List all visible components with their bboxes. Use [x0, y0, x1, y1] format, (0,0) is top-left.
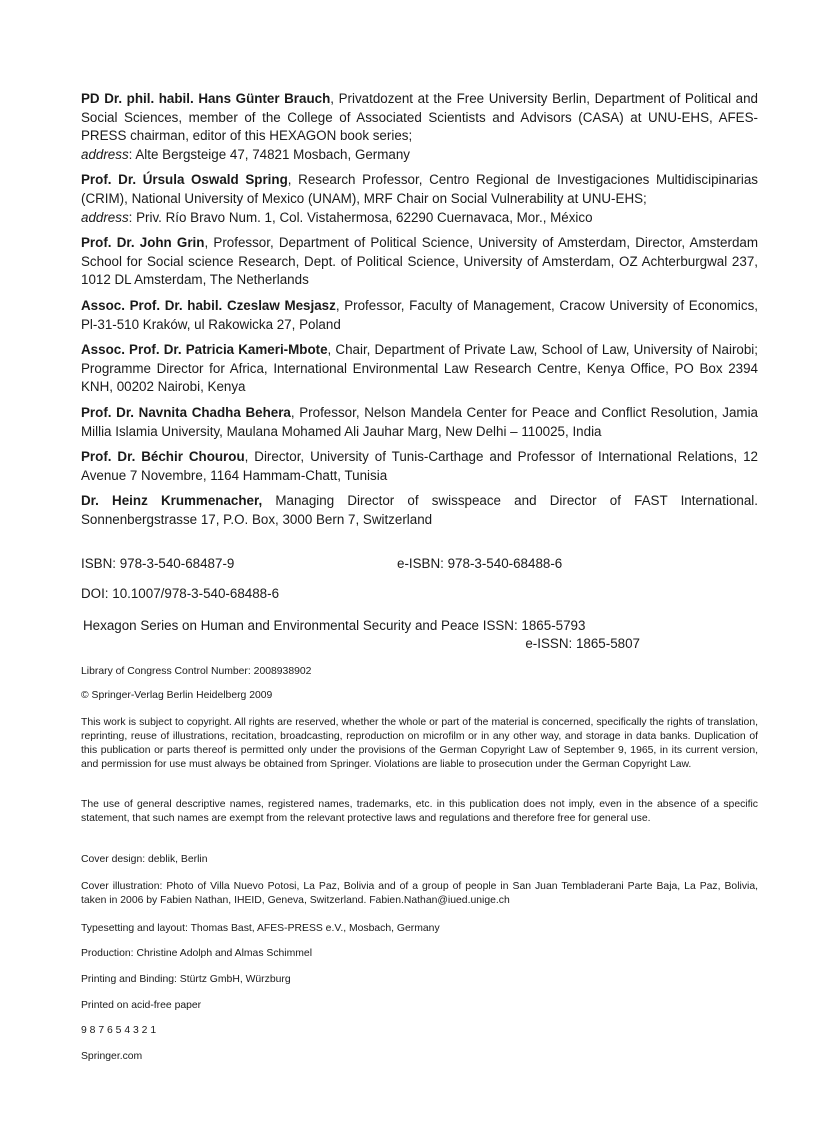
editor-name: Prof. Dr. John Grin — [81, 235, 205, 251]
copyright-page — [81, 90, 759, 1062]
editor-name: Dr. Heinz Krummenacher, — [81, 493, 263, 509]
rights-statement: This work is subject to copyright. All rights are reserved, whether the whole or part of the material is concerned, specifically the rights of translation, reprinting, reuse of illustrations, recitation, broadcasting, reproduction on microfilm or in any other way, and storage in data banks. Duplication of this publication or parts thereof is permitted only under the provisions of the German Copyright Law of September 9, 1965, in its current version, and permission for use must always be obtained from Springer. Violations are liable to prosecution under the German Copyright Law. — [81, 717, 758, 770]
printing-binding: Printing and Binding: Stürtz GmbH, Würzburg — [81, 974, 291, 985]
editor-entry — [81, 90, 758, 164]
editor-entry — [81, 404, 758, 441]
names-notice: The use of general descriptive names, registered names, trademarks, etc. in this publication does not imply, even in the absence of a specific statement, that such names are exempt from the relevant protective laws and regulations and therefore free for general use. — [81, 799, 758, 824]
editor-entry — [81, 171, 758, 227]
editor-entry — [81, 341, 758, 397]
isbn-row — [81, 555, 758, 573]
editor-name: Assoc. Prof. Dr. habil. Czeslaw Mesjasz — [81, 297, 336, 313]
series-issn: Hexagon Series on Human and Environmental Security and Peace ISSN: 1865-5793 — [83, 618, 586, 633]
editor-name: Prof. Dr. Úrsula Oswald Spring — [81, 172, 288, 188]
copyright-notice: © Springer-Verlag Berlin Heidelberg 2009 — [81, 690, 273, 701]
editor-address: : Alte Bergsteige 47, 74821 Mosbach, Germany — [128, 146, 411, 162]
editor-address: : Priv. Río Bravo Num. 1, Col. Vistahermosa, 62290 Cuernavaca, Mor., México — [128, 209, 593, 225]
isbn: ISBN: 978-3-540-68487-9 — [81, 556, 235, 571]
typesetting: Typesetting and layout: Thomas Bast, AFES-PRESS e.V., Mosbach, Germany — [81, 923, 440, 934]
cover-illustration: Cover illustration: Photo of Villa Nuevo Potosi, La Paz, Bolivia and of a group of people in San Juan Tembladerani Parte Baja, La Paz, Bolivia, taken in 2006 by Fabien Nathan, IHEID, Geneva, Switzerland. Fabien.Nathan@iued.unige.ch — [81, 881, 758, 906]
editor-entry — [81, 492, 758, 529]
print-line: 9 8 7 6 5 4 3 2 1 — [81, 1025, 157, 1036]
editor-affiliation: , Professor, Nelson Mandela Center for Peace and Conflict Resolution, Jamia Millia Islamia University, Maulana Mohamed Ali Jauhar Marg, New Delhi – 110025, India — [81, 404, 758, 439]
editor-entry — [81, 448, 758, 485]
editor-affiliation: , Research Professor, Centro Regional de Investigaciones Multidiscipinarias (CRIM), National University of Mexico (UNAM), MRF Chair on Social Vulnerability at UNU-EHS; — [81, 172, 758, 206]
website: Springer.com — [81, 1051, 143, 1062]
editor-name: Prof. Dr. Navnita Chadha Behera — [81, 404, 291, 420]
editor-affiliation: , Chair, Department of Private Law, School of Law, University of Nairobi; Programme Director for Africa, International Environmental Law Research Centre, Kenya Office, PO Box 2394 KNH, 00202 Nairobi, Kenya — [81, 342, 758, 395]
editor-affiliation: , Privatdozent at the Free University Berlin, Department of Political and Social Sciences, member of the College of Associated Scientists and Advisors (CASA) at UNU-EHS, AFES-PRESS chairman, editor of this HEXAGON book series; — [81, 91, 759, 144]
editor-affiliation: , Director, University of Tunis-Carthage and Professor of International Relations, 12 Avenue 7 Novembre, 1164 Hammam-Chatt, Tunisia — [81, 449, 758, 483]
editor-name: PD Dr. phil. habil. Hans Günter Brauch — [81, 91, 331, 106]
editor-name: Assoc. Prof. Dr. Patricia Kameri-Mbote — [81, 342, 328, 358]
address-label: address — [81, 209, 129, 225]
production: Production: Christine Adolph and Almas Schimmel — [81, 948, 313, 959]
cover-design: Cover design: deblik, Berlin — [81, 854, 208, 865]
editor-entry — [81, 234, 758, 290]
editor-affiliation: Managing Director of swisspeace and Director of FAST International. Sonnenbergstrasse 17, P.O. Box, 3000 Bern 7, Switzerland — [81, 493, 758, 527]
e-isbn: e-ISBN: 978-3-540-68488-6 — [397, 556, 563, 571]
acid-free-paper: Printed on acid-free paper — [81, 1000, 202, 1011]
editor-entry — [81, 297, 758, 334]
editor-name: Prof. Dr. Béchir Chourou — [81, 449, 245, 465]
editor-affiliation: , Professor, Department of Political Science, University of Amsterdam, Director, Amsterdam School for Social science Research, Dept. of Political Science, University of Amsterdam, OZ Achterburgwal 237, 1012 DL Amsterdam, The Netherlands — [81, 235, 758, 288]
e-issn: e-ISSN: 1865-5807 — [525, 636, 640, 651]
lccn: Library of Congress Control Number: 2008938902 — [81, 666, 312, 677]
editor-affiliation: , Professor, Faculty of Management, Cracow University of Economics, Pl-31-510 Kraków, ul Rakowicka 27, Poland — [81, 297, 758, 332]
doi: DOI: 10.1007/978-3-540-68488-6 — [81, 586, 280, 601]
series-info — [83, 617, 640, 653]
editors-list — [81, 90, 758, 529]
address-label: address — [81, 146, 129, 162]
